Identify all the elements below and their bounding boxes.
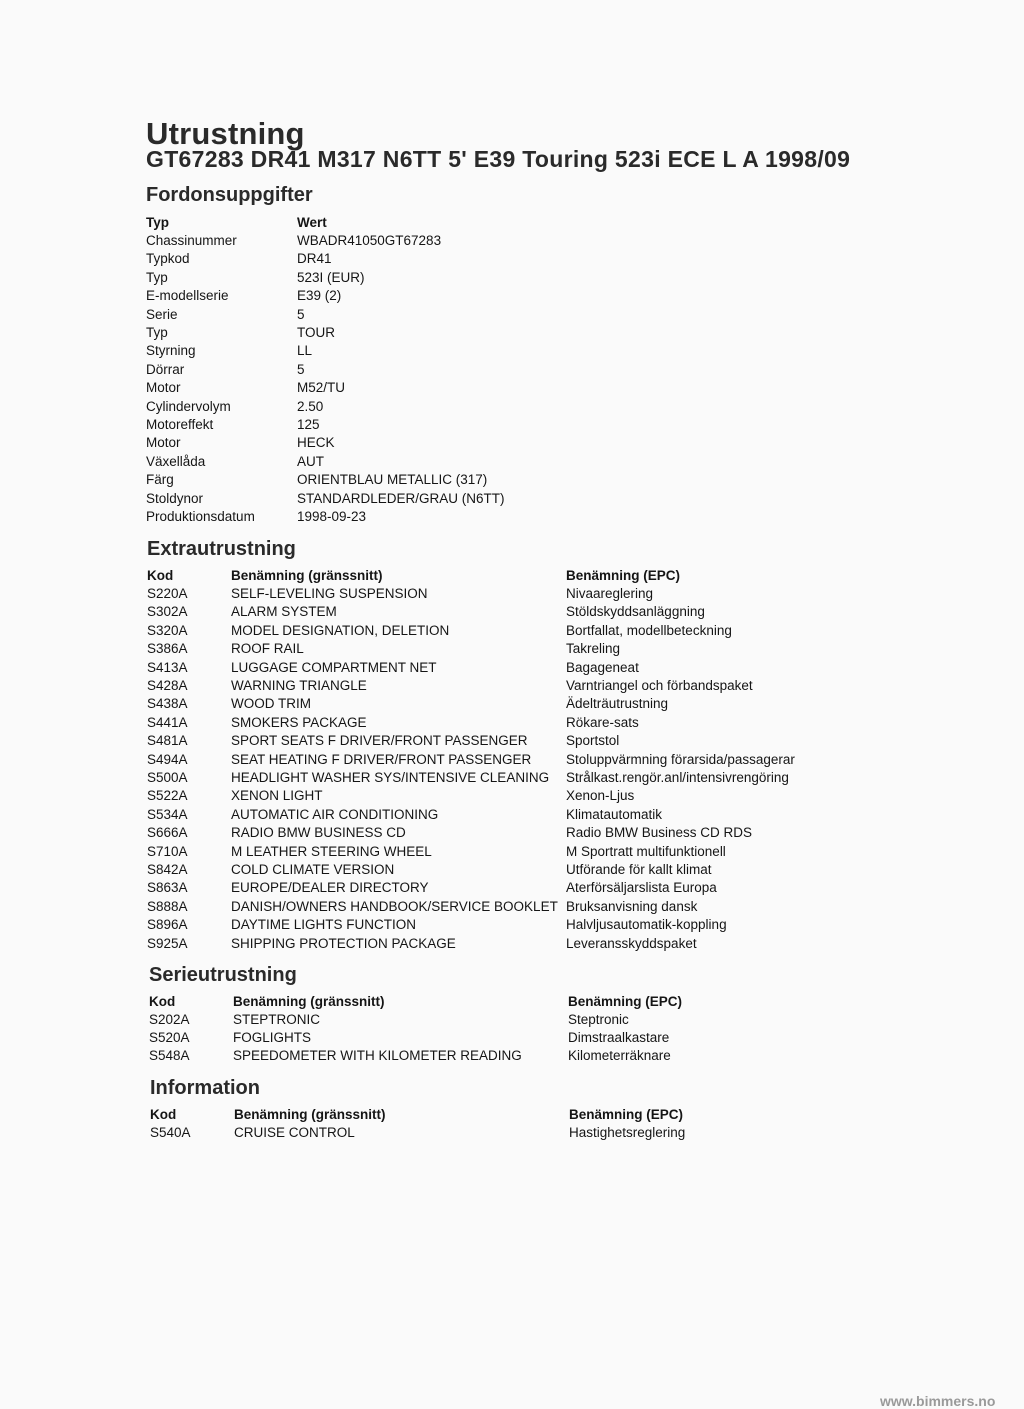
section-heading-extrautrustning: Extrautrustning bbox=[147, 538, 296, 560]
table-row bbox=[0, 732, 1024, 750]
field-value: ORIENTBLAU METALLIC (317) bbox=[297, 472, 488, 488]
serie-col-kod: Kod bbox=[149, 994, 176, 1009]
serie-col-epc: Benämning (EPC) bbox=[568, 994, 683, 1009]
field-label: Färg bbox=[146, 472, 174, 488]
option-epc-name: Hastighetsreglering bbox=[569, 1125, 686, 1140]
field-label: Typ bbox=[146, 325, 168, 340]
option-epc-name: Nivaareglering bbox=[566, 586, 654, 601]
option-epc-name: Varntriangel och förbandspaket bbox=[566, 678, 753, 693]
option-name: STEPTRONIC bbox=[233, 1012, 321, 1027]
option-code: S441A bbox=[147, 714, 188, 730]
field-value: LL bbox=[297, 343, 313, 359]
table-row bbox=[0, 898, 1024, 916]
table-row bbox=[0, 287, 1024, 305]
option-code: S220A bbox=[147, 586, 188, 601]
option-name: EUROPE/DEALER DIRECTORY bbox=[231, 880, 429, 896]
table-row bbox=[0, 677, 1024, 695]
option-epc-name: Stöldskyddsanläggning bbox=[566, 604, 705, 620]
option-name: FOGLIGHTS bbox=[233, 1030, 312, 1046]
table-row bbox=[0, 695, 1024, 713]
extra-col-kod: Kod bbox=[147, 568, 174, 583]
extra-col-epc: Benämning (EPC) bbox=[566, 568, 681, 583]
option-code: S494A bbox=[147, 751, 188, 767]
option-code: S710A bbox=[147, 843, 188, 859]
option-epc-name: Kilometerräknare bbox=[568, 1048, 671, 1064]
option-name: DAYTIME LIGHTS FUNCTION bbox=[231, 917, 417, 933]
option-code: S500A bbox=[147, 770, 188, 785]
option-code: S428A bbox=[147, 678, 188, 693]
table-row bbox=[0, 714, 1024, 732]
option-epc-name: Halvljusautomatik-koppling bbox=[566, 917, 727, 933]
field-value: HECK bbox=[297, 435, 335, 451]
option-name: ROOF RAIL bbox=[231, 641, 304, 657]
option-code: S386A bbox=[147, 641, 188, 657]
option-epc-name: Rökare-sats bbox=[566, 714, 639, 730]
table-row bbox=[0, 622, 1024, 640]
option-code: S522A bbox=[147, 788, 188, 804]
table-row bbox=[0, 879, 1024, 897]
option-epc-name: Leveransskyddspaket bbox=[566, 935, 697, 951]
option-name: WARNING TRIANGLE bbox=[231, 678, 367, 693]
page-subtitle: GT67283 DR41 M317 N6TT 5' E39 Touring 523i ECE L A 1998/09 bbox=[146, 146, 851, 172]
option-name: SPORT SEATS F DRIVER/FRONT PASSENGER bbox=[231, 733, 528, 749]
option-code: S320A bbox=[147, 622, 188, 638]
page-title: Utrustning bbox=[146, 116, 305, 151]
field-label: Serie bbox=[146, 306, 178, 322]
table-row bbox=[0, 603, 1024, 621]
option-code: S534A bbox=[147, 806, 188, 822]
section-heading-serieutrustning: Serieutrustning bbox=[149, 964, 297, 986]
table-row bbox=[0, 471, 1024, 489]
table-row bbox=[0, 269, 1024, 287]
info-col-kod: Kod bbox=[150, 1107, 177, 1122]
option-name: HEADLIGHT WASHER SYS/INTENSIVE CLEANING bbox=[231, 770, 550, 785]
option-name: ALARM SYSTEM bbox=[231, 604, 337, 620]
option-name: MODEL DESIGNATION, DELETION bbox=[231, 622, 450, 638]
table-row bbox=[0, 416, 1024, 434]
table-row bbox=[0, 916, 1024, 934]
table-row bbox=[0, 787, 1024, 805]
table-row bbox=[0, 935, 1024, 953]
option-epc-name: Xenon-Ljus bbox=[566, 788, 635, 804]
table-row bbox=[0, 769, 1024, 787]
table-row bbox=[0, 508, 1024, 526]
table-row bbox=[0, 1124, 1024, 1142]
field-label: Dörrar bbox=[146, 361, 185, 377]
option-code: S202A bbox=[149, 1012, 190, 1027]
option-epc-name: M Sportratt multifunktionell bbox=[566, 843, 726, 859]
option-code: S925A bbox=[147, 935, 188, 951]
field-value: 125 bbox=[297, 417, 320, 432]
table-row bbox=[0, 232, 1024, 250]
option-epc-name: Bruksanvisning dansk bbox=[566, 898, 698, 914]
table-row bbox=[0, 659, 1024, 677]
field-label: Typ bbox=[146, 269, 168, 285]
table-row bbox=[0, 361, 1024, 379]
field-value: 523I (EUR) bbox=[297, 269, 365, 285]
option-epc-name: Takreling bbox=[566, 641, 621, 657]
table-row bbox=[0, 306, 1024, 324]
field-label: Stoldynor bbox=[146, 490, 204, 506]
option-name: SMOKERS PACKAGE bbox=[231, 714, 367, 730]
table-row bbox=[0, 1011, 1024, 1029]
option-name: AUTOMATIC AIR CONDITIONING bbox=[231, 806, 439, 822]
field-label: Typkod bbox=[146, 251, 190, 267]
extra-col-name: Benämning (gränssnitt) bbox=[231, 568, 383, 583]
watermark-text: www.bimmers.no bbox=[880, 1393, 996, 1409]
option-name: LUGGAGE COMPARTMENT NET bbox=[231, 659, 437, 675]
table-row bbox=[0, 324, 1024, 342]
field-value: DR41 bbox=[297, 251, 332, 267]
table-row bbox=[0, 490, 1024, 508]
table-row bbox=[0, 824, 1024, 842]
table-row bbox=[0, 751, 1024, 769]
field-value: TOUR bbox=[297, 325, 336, 340]
option-name: XENON LIGHT bbox=[231, 788, 323, 804]
option-epc-name: Ädelträutrustning bbox=[566, 696, 669, 712]
option-code: S863A bbox=[147, 880, 188, 896]
option-name: SEAT HEATING F DRIVER/FRONT PASSENGER bbox=[231, 751, 532, 767]
table-row bbox=[0, 806, 1024, 824]
option-epc-name: Klimatautomatik bbox=[566, 806, 663, 822]
table-row bbox=[0, 434, 1024, 452]
section-heading-information: Information bbox=[150, 1077, 260, 1099]
option-epc-name: Sportstol bbox=[566, 733, 620, 749]
option-epc-name: Bagageneat bbox=[566, 659, 639, 675]
option-epc-name: Strålkast.rengör.anl/intensivrengöring bbox=[566, 770, 789, 785]
fordon-col-wert: Wert bbox=[297, 215, 327, 230]
option-epc-name: Bortfallat, modellbeteckning bbox=[566, 622, 732, 638]
table-row bbox=[0, 1047, 1024, 1065]
field-label: E-modellserie bbox=[146, 288, 229, 304]
option-name: SHIPPING PROTECTION PACKAGE bbox=[231, 935, 456, 951]
field-label: Motor bbox=[146, 380, 181, 396]
option-epc-name: Radio BMW Business CD RDS bbox=[566, 825, 753, 841]
info-header-row bbox=[0, 1106, 1024, 1124]
option-epc-name: Steptronic bbox=[568, 1012, 629, 1027]
option-name: SPEEDOMETER WITH KILOMETER READING bbox=[233, 1048, 522, 1064]
table-row bbox=[0, 861, 1024, 879]
option-name: SELF-LEVELING SUSPENSION bbox=[231, 586, 428, 601]
option-code: S481A bbox=[147, 733, 188, 749]
field-value: 2.50 bbox=[297, 398, 324, 414]
field-value: AUT bbox=[297, 453, 324, 469]
field-value: 5 bbox=[297, 306, 305, 322]
fordon-col-typ: Typ bbox=[146, 215, 169, 230]
table-row bbox=[0, 1029, 1024, 1047]
option-code: S302A bbox=[147, 604, 188, 620]
table-row bbox=[0, 640, 1024, 658]
field-value: E39 (2) bbox=[297, 288, 342, 304]
option-code: S666A bbox=[147, 825, 188, 841]
option-name: RADIO BMW BUSINESS CD bbox=[231, 825, 406, 841]
section-heading-fordonsuppgifter: Fordonsuppgifter bbox=[146, 184, 313, 206]
table-row bbox=[0, 453, 1024, 471]
field-label: Växellåda bbox=[146, 453, 206, 469]
serie-col-name: Benämning (gränssnitt) bbox=[233, 994, 385, 1009]
table-row bbox=[0, 585, 1024, 603]
option-epc-name: Utförande för kallt klimat bbox=[566, 862, 712, 877]
option-name: COLD CLIMATE VERSION bbox=[231, 862, 395, 877]
table-row bbox=[0, 398, 1024, 416]
option-code: S438A bbox=[147, 696, 188, 712]
option-name: DANISH/OWNERS HANDBOOK/SERVICE BOOKLET bbox=[231, 898, 558, 914]
table-row bbox=[0, 342, 1024, 360]
table-row bbox=[0, 843, 1024, 861]
option-epc-name: Dimstraalkastare bbox=[568, 1030, 670, 1046]
field-value: 5 bbox=[297, 361, 305, 377]
field-value: WBADR41050GT67283 bbox=[297, 233, 442, 248]
option-code: S888A bbox=[147, 898, 188, 914]
field-label: Chassinummer bbox=[146, 233, 237, 248]
field-label: Motor bbox=[146, 435, 181, 451]
table-row bbox=[0, 250, 1024, 268]
option-name: CRUISE CONTROL bbox=[234, 1125, 355, 1140]
field-value: 1998-09-23 bbox=[297, 509, 367, 524]
option-code: S548A bbox=[149, 1048, 190, 1064]
option-epc-name: Aterförsäljarslista Europa bbox=[566, 880, 717, 896]
option-code: S842A bbox=[147, 862, 188, 877]
serie-header-row bbox=[0, 993, 1024, 1011]
option-name: WOOD TRIM bbox=[231, 696, 311, 712]
table-row bbox=[0, 379, 1024, 397]
field-label: Produktionsdatum bbox=[146, 509, 255, 524]
field-value: M52/TU bbox=[297, 380, 346, 396]
info-col-name: Benämning (gränssnitt) bbox=[234, 1107, 386, 1122]
field-label: Styrning bbox=[146, 343, 196, 359]
extra-header-row bbox=[0, 567, 1024, 585]
field-label: Motoreffekt bbox=[146, 417, 214, 432]
option-epc-name: Stoluppvärmning förarsida/passagerar bbox=[566, 751, 795, 767]
fordon-header-row bbox=[0, 214, 1024, 232]
option-code: S413A bbox=[147, 659, 188, 675]
option-name: M LEATHER STEERING WHEEL bbox=[231, 843, 432, 859]
field-label: Cylindervolym bbox=[146, 398, 231, 414]
option-code: S896A bbox=[147, 917, 188, 933]
field-value: STANDARDLEDER/GRAU (N6TT) bbox=[297, 490, 505, 506]
option-code: S540A bbox=[150, 1125, 191, 1140]
option-code: S520A bbox=[149, 1030, 190, 1046]
info-col-epc: Benämning (EPC) bbox=[569, 1107, 684, 1122]
